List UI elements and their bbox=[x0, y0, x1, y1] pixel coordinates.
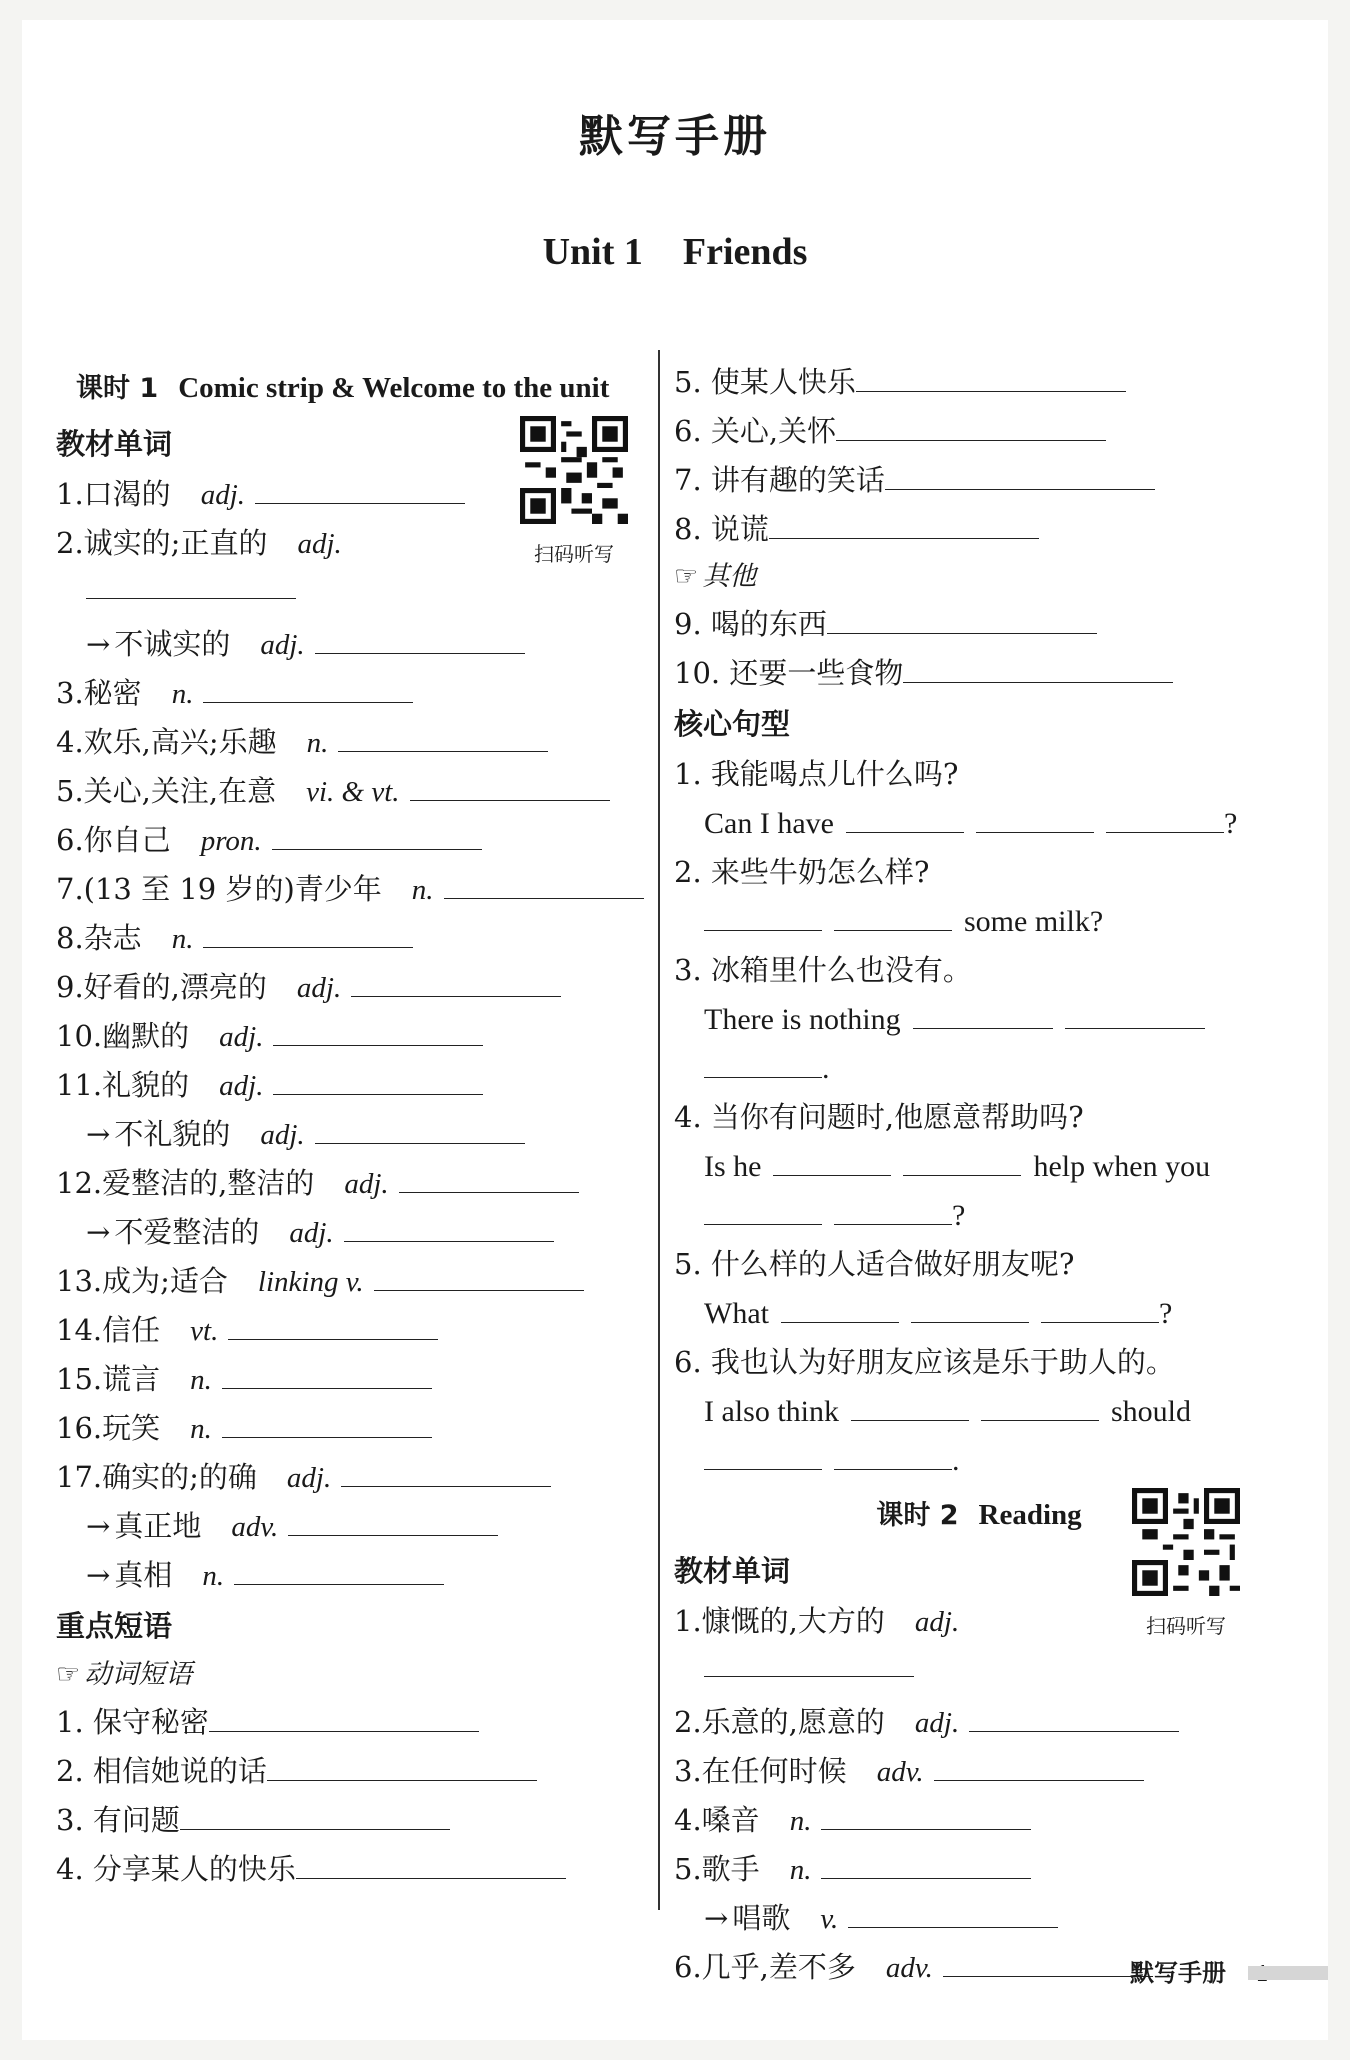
qr-code-icon[interactable] bbox=[520, 416, 628, 524]
word-item: → 不礼貌的 adj. bbox=[56, 1110, 646, 1159]
answer-blank[interactable] bbox=[704, 1646, 914, 1677]
answer-blank[interactable] bbox=[410, 770, 610, 801]
sentence-cn: 6. 我也认为好朋友应该是乐于助人的。 bbox=[674, 1345, 1175, 1379]
word-item: 13. 成为;适合 linking v. bbox=[56, 1257, 646, 1306]
answer-blank[interactable] bbox=[846, 802, 964, 833]
answer-blank[interactable] bbox=[934, 1750, 1144, 1781]
lesson-2-label: 课时 2 bbox=[876, 1500, 959, 1531]
sentence-en: Is he help when you bbox=[674, 1142, 1284, 1191]
sentence-en: Can I have ? bbox=[674, 799, 1284, 848]
answer-blank[interactable] bbox=[704, 1439, 822, 1470]
sentence-en: What ? bbox=[674, 1289, 1284, 1338]
answer-blank[interactable] bbox=[1041, 1292, 1159, 1323]
phrase-item: 1. 保守秘密 bbox=[56, 1698, 646, 1747]
word-item: 2. 诚实的;正直的 adj. bbox=[56, 526, 342, 560]
answer-blank[interactable] bbox=[315, 1113, 525, 1144]
word-item: → 唱歌 v. bbox=[674, 1894, 1284, 1943]
word-item: → 不诚实的 adj. bbox=[56, 620, 646, 669]
word-item: 8. 杂志 n. bbox=[56, 914, 646, 963]
word-item: 6. 你自己 pron. bbox=[56, 816, 646, 865]
answer-blank[interactable] bbox=[903, 1145, 1021, 1176]
sentence-en: I also think should bbox=[674, 1387, 1284, 1436]
word-item: 1. 口渴的 adj. bbox=[56, 470, 646, 519]
qr-caption: 扫码听写 bbox=[534, 542, 614, 566]
footer-label: 默写手册 bbox=[1130, 1959, 1226, 1987]
phrase-item: 6. 关心,关怀 bbox=[674, 407, 1284, 456]
word-item: 3. 秘密 n. bbox=[56, 669, 646, 718]
answer-blank[interactable] bbox=[943, 1946, 1153, 1977]
sentence-en: some milk? bbox=[674, 897, 1284, 946]
lesson-2-vocab-heading: 教材单词 bbox=[674, 1554, 791, 1588]
answer-blank[interactable] bbox=[344, 1211, 554, 1242]
answer-blank[interactable] bbox=[228, 1309, 438, 1340]
answer-blank[interactable] bbox=[834, 1439, 952, 1470]
word-item: → 真正地 adv. bbox=[56, 1502, 646, 1551]
phrase-item: 10. 还要一些食物 bbox=[674, 649, 1284, 698]
word-item: 3. 在任何时候 adv. bbox=[674, 1747, 1284, 1796]
right-column bbox=[674, 358, 1284, 1992]
other-label: ☞ 其他 bbox=[674, 561, 757, 592]
unit-number: Unit 1 bbox=[542, 231, 643, 273]
lesson-1-title: Comic strip & Welcome to the unit bbox=[178, 372, 610, 404]
answer-blank[interactable] bbox=[288, 1505, 498, 1536]
word-item: 15. 谎言 n. bbox=[56, 1355, 646, 1404]
answer-blank[interactable] bbox=[903, 652, 1173, 683]
answer-blank[interactable] bbox=[234, 1554, 444, 1585]
sentence-cn: 4. 当你有问题时,他愿意帮助吗? bbox=[674, 1100, 1084, 1134]
sentence-en-cont: . bbox=[674, 1044, 1284, 1093]
answer-blank[interactable] bbox=[704, 1194, 822, 1225]
pointing-hand-icon: ☞ bbox=[674, 561, 699, 592]
answer-blank[interactable] bbox=[821, 1799, 1031, 1830]
answer-blank[interactable] bbox=[203, 917, 413, 948]
lesson-1-label: 课时 1 bbox=[76, 373, 159, 404]
answer-blank[interactable] bbox=[856, 361, 1126, 392]
word-item-blank-row bbox=[674, 1646, 1284, 1698]
answer-blank[interactable] bbox=[834, 1194, 952, 1225]
answer-blank[interactable] bbox=[374, 1260, 584, 1291]
word-item: → 真相 n. bbox=[56, 1551, 646, 1600]
answer-blank[interactable] bbox=[704, 900, 822, 931]
answer-blank[interactable] bbox=[399, 1162, 579, 1193]
answer-blank[interactable] bbox=[296, 1848, 566, 1879]
answer-blank[interactable] bbox=[1065, 998, 1205, 1029]
word-item: 12. 爱整洁的,整洁的 adj. bbox=[56, 1159, 646, 1208]
lesson-1-header bbox=[56, 358, 646, 418]
answer-blank[interactable] bbox=[976, 802, 1094, 833]
word-item-blank-row bbox=[56, 568, 646, 620]
phrase-item: 3. 有问题 bbox=[56, 1796, 646, 1845]
word-item: 10. 幽默的 adj. bbox=[56, 1012, 646, 1061]
page-title: 默写手册 bbox=[579, 111, 771, 162]
answer-blank[interactable] bbox=[222, 1407, 432, 1438]
sentence-en-cont: . bbox=[674, 1436, 1284, 1485]
answer-blank[interactable] bbox=[86, 568, 296, 599]
word-item: 2. 乐意的,愿意的 adj. bbox=[674, 1698, 1284, 1747]
answer-blank[interactable] bbox=[773, 1145, 891, 1176]
word-item: 5. 关心,关注,在意 vi. & vt. bbox=[56, 767, 646, 816]
sentence-cn: 5. 什么样的人适合做好朋友呢? bbox=[674, 1247, 1075, 1281]
answer-blank[interactable] bbox=[338, 721, 548, 752]
phrase-item: 5. 使某人快乐 bbox=[674, 358, 1284, 407]
answer-blank[interactable] bbox=[180, 1799, 450, 1830]
answer-blank[interactable] bbox=[969, 1701, 1179, 1732]
word-item: 16. 玩笑 n. bbox=[56, 1404, 646, 1453]
answer-blank[interactable] bbox=[836, 410, 1106, 441]
answer-blank[interactable] bbox=[834, 900, 952, 931]
unit-title bbox=[22, 230, 1328, 274]
answer-blank[interactable] bbox=[827, 603, 1097, 634]
phrase-item: 9. 喝的东西 bbox=[674, 600, 1284, 649]
column-divider bbox=[658, 350, 660, 1910]
answer-blank[interactable] bbox=[769, 508, 1039, 539]
phrase-item: 7. 讲有趣的笑话 bbox=[674, 456, 1284, 505]
lesson-1-vocab-heading: 教材单词 bbox=[56, 427, 173, 461]
word-item: → 不爱整洁的 adj. bbox=[56, 1208, 646, 1257]
answer-blank[interactable] bbox=[885, 459, 1155, 490]
left-column bbox=[56, 358, 646, 1894]
word-item: 17. 确实的;的确 adj. bbox=[56, 1453, 646, 1502]
word-item: 4. 欢乐,高兴;乐趣 n. bbox=[56, 718, 646, 767]
unit-name: Friends bbox=[682, 231, 808, 273]
verb-phrases-label: ☞ 动词短语 bbox=[56, 1659, 193, 1690]
pointing-hand-icon: ☞ bbox=[56, 1659, 81, 1690]
qr-code-icon[interactable] bbox=[1132, 1488, 1240, 1596]
answer-blank[interactable] bbox=[203, 672, 413, 703]
word-item: 5. 歌手 n. bbox=[674, 1845, 1284, 1894]
word-item: 7. (13 至 19 岁的)青少年 n. bbox=[56, 865, 646, 914]
answer-blank[interactable] bbox=[444, 868, 644, 899]
sentence-cn: 3. 冰箱里什么也没有。 bbox=[674, 953, 972, 987]
answer-blank[interactable] bbox=[981, 1390, 1099, 1421]
answer-blank[interactable] bbox=[341, 1456, 551, 1487]
sentences-heading: 核心句型 bbox=[674, 707, 791, 741]
answer-blank[interactable] bbox=[704, 1047, 822, 1078]
answer-blank[interactable] bbox=[848, 1897, 1058, 1928]
lesson-2-title: Reading bbox=[978, 1499, 1082, 1531]
footer-tab bbox=[1248, 1966, 1328, 1980]
word-item: 9. 好看的,漂亮的 adj. bbox=[56, 963, 646, 1012]
word-item: 6. 几乎,差不多 adv. bbox=[674, 1943, 1284, 1992]
answer-blank[interactable] bbox=[267, 1750, 537, 1781]
phrase-item: 8. 说谎 bbox=[674, 505, 1284, 554]
answer-blank[interactable] bbox=[1106, 802, 1224, 833]
answer-blank[interactable] bbox=[272, 819, 482, 850]
answer-blank[interactable] bbox=[851, 1390, 969, 1421]
word-item: 1. 慷慨的,大方的 adj. bbox=[674, 1604, 960, 1638]
phrases-heading: 重点短语 bbox=[56, 1609, 173, 1643]
answer-blank[interactable] bbox=[911, 1292, 1029, 1323]
answer-blank[interactable] bbox=[315, 623, 525, 654]
word-item: 14. 信任 vt. bbox=[56, 1306, 646, 1355]
answer-blank[interactable] bbox=[255, 473, 465, 504]
workbook-page bbox=[22, 20, 1328, 2040]
phrase-item: 4. 分享某人的快乐 bbox=[56, 1845, 646, 1894]
answer-blank[interactable] bbox=[821, 1848, 1031, 1879]
sentence-cn: 1. 我能喝点儿什么吗? bbox=[674, 757, 959, 791]
answer-blank[interactable] bbox=[913, 998, 1053, 1029]
sentence-en: There is nothing bbox=[674, 995, 1284, 1044]
qr-caption: 扫码听写 bbox=[1146, 1614, 1226, 1638]
phrase-item: 2. 相信她说的话 bbox=[56, 1747, 646, 1796]
word-item: 11. 礼貌的 adj. bbox=[56, 1061, 646, 1110]
sentence-cn: 2. 来些牛奶怎么样? bbox=[674, 855, 930, 889]
answer-blank[interactable] bbox=[273, 1064, 483, 1095]
answer-blank[interactable] bbox=[273, 1015, 483, 1046]
answer-blank[interactable] bbox=[209, 1701, 479, 1732]
answer-blank[interactable] bbox=[351, 966, 561, 997]
sentence-en-cont: ? bbox=[674, 1191, 1284, 1240]
answer-blank[interactable] bbox=[781, 1292, 899, 1323]
answer-blank[interactable] bbox=[222, 1358, 432, 1389]
word-item: 4. 嗓音 n. bbox=[674, 1796, 1284, 1845]
